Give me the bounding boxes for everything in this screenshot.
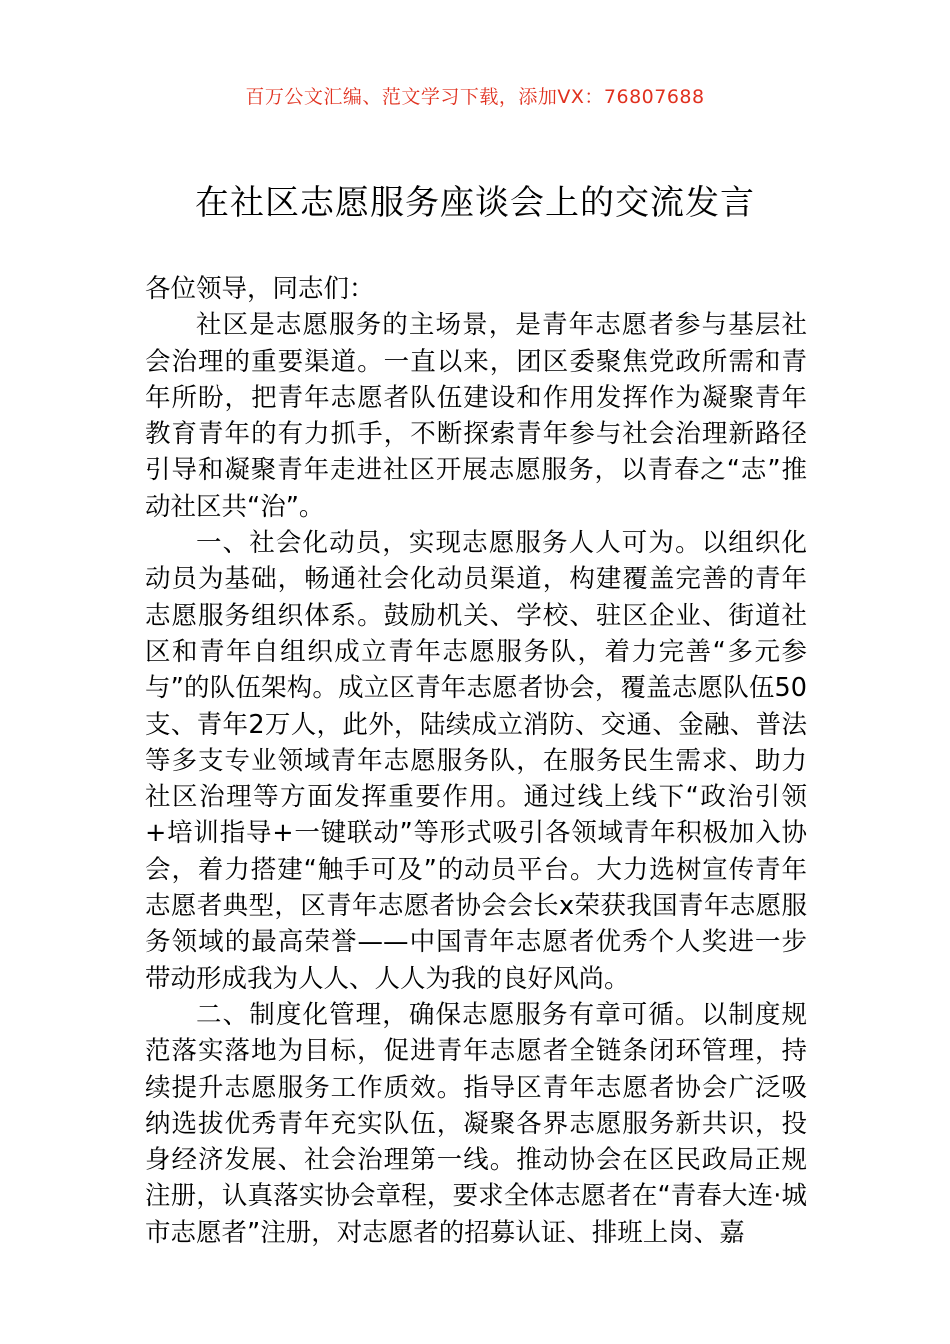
document-title: 在社区志愿服务座谈会上的交流发言 [195, 183, 755, 223]
paragraph-section-two: 二、制度化管理，确保志愿服务有章可循。以制度规范落实落地为目标，促进青年志愿者全链条闭环管理，持续提升志愿服务工作质效。指导区青年志愿者协会广泛吸纳选拔优秀青年充实队伍，凝聚各界志愿服务新共识，投身经济发展、社会治理第一线。推动协会在区民政局正规注册，认真落实协会章程，要求全体志愿者在“青春大连·城市志愿者”注册，对志愿者的招募认证、排班上岗、嘉 [145, 999, 807, 1248]
paragraph-section-one: 一、社会化动员，实现志愿服务人人可为。以组织化动员为基础，畅通社会化动员渠道，构建覆盖完善的青年志愿服务组织体系。鼓励机关、学校、驻区企业、街道社区和青年自组织成立青年志愿服务队，着力完善“多元参与”的队伍架构。成立区青年志愿者协会，覆盖志愿队伍50支、青年2万人，此外，陆续成立消防、交通、金融、普法等多支专业领域青年志愿服务队，在服务民生需求、助力社区治理等方面发挥重要作用。通过线上线下“政治引领+培训指导+一键联动”等形式吸引各领域青年积极加入协会，着力搭建“触手可及”的动员平台。大力选树宣传青年志愿者典型，区青年志愿者协会会长x荣获我国青年志愿服务领域的最高荣誉——中国青年志愿者优秀个人奖进一步带动形成我为人人、人人为我的良好风尚。 [145, 528, 807, 994]
greeting-line: 各位领导，同志们： [145, 274, 375, 304]
paragraph-intro: 社区是志愿服务的主场景，是青年志愿者参与基层社会治理的重要渠道。一直以来，团区委聚焦党政所需和青年所盼，把青年志愿者队伍建设和作用发挥作为凝聚青年教育青年的有力抓手，不断探索青年参与社会治理新路径引导和凝聚青年走进社区开展志愿服务，以青春之“志”推动社区共“治”。 [145, 310, 807, 522]
document-body [145, 271, 807, 1251]
promo-header-note: 百万公文汇编、范文学习下载，添加VX：76807688 [245, 86, 705, 108]
